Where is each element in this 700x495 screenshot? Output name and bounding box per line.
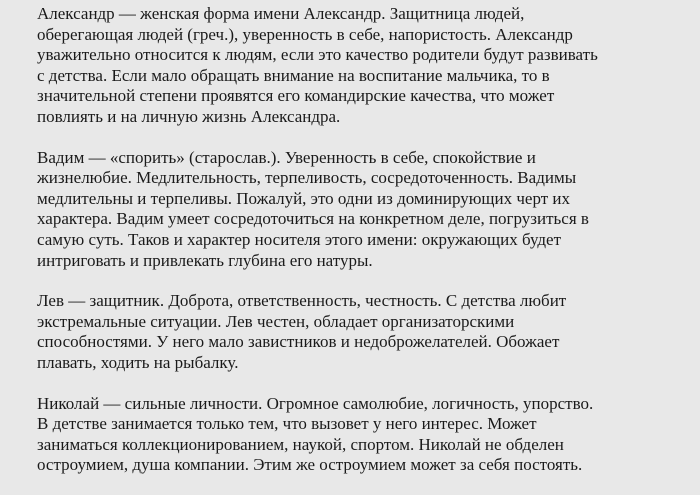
text-line: В детстве занимается только тем, что вызовет у него интерес. Может	[37, 414, 537, 434]
paragraph-alexandra	[37, 4, 674, 128]
text-line: повлиять и на личную жизнь Александра.	[37, 106, 341, 126]
text-line: значительной степени проявятся его командирские качества, что может	[37, 86, 555, 106]
text-line: Александр — женская форма имени Александр. Защитница людей,	[37, 4, 525, 23]
text-line: характера. Вадим умеет сосредоточиться на конкретном деле, погрузиться в	[37, 209, 589, 229]
text-line: Лев — защитник. Доброта, ответственность, честность. С детства любит	[37, 291, 567, 311]
paragraph-vadim	[37, 148, 674, 272]
text-line: медлительны и терпеливы. Пожалуй, это одни из доминирующих черт их	[37, 188, 571, 208]
text-line: Николай — сильные личности. Огромное самолюбие, логичность, упорство.	[37, 393, 594, 413]
text-line: жизнелюбие. Медлительность, терпеливость, сосредоточенность. Вадимы	[37, 168, 577, 188]
paragraph-nikolai	[37, 394, 674, 476]
text-line: остроумием, душа компании. Этим же остроумием может за себя постоять.	[37, 455, 583, 475]
text-line: способностями. У него мало завистников и недоброжелателей. Обожает	[37, 332, 560, 352]
text-line: с детства. Если мало обращать внимание на воспитание мальчика, то в	[37, 65, 550, 85]
text-line: заниматься коллекционированием, наукой, спортом. Николай не обделен	[37, 434, 564, 454]
text-line: самую суть. Таков и характер носителя этого имени: окружающих будет	[37, 229, 562, 249]
text-line: экстремальные ситуации. Лев честен, обладает организаторскими	[37, 311, 515, 331]
text-line: оберегающая людей (греч.), уверенность в себе, напористость. Александр	[37, 24, 573, 44]
text-line: Вадим — «спорить» (старослав.). Уверенность в себе, спокойствие и	[37, 147, 536, 167]
text-line: интриговать и привлекать глубина его натуры.	[37, 250, 373, 270]
paragraph-lev	[37, 291, 674, 373]
text-line: уважительно относится к людям, если это качество родители будут развивать	[37, 45, 598, 65]
text-line: плавать, ходить на рыбалку.	[37, 352, 239, 372]
